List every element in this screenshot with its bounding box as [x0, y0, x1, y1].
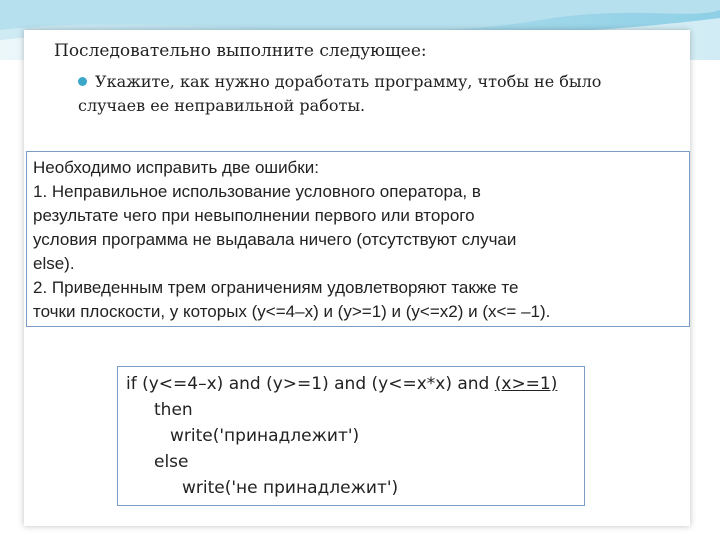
code-line-1	[126, 371, 576, 397]
answer-box	[26, 151, 690, 327]
code-underlined-condition: (x>=1)	[494, 374, 558, 394]
answer-line: результате чего при невыполнении первого или второго	[33, 206, 475, 225]
code-line-then: then	[154, 400, 193, 420]
code-condition: if (y<=4–x) and (y>=1) and (y<=x*x) and	[126, 374, 495, 394]
code-box	[117, 366, 585, 506]
slide-heading: Последовательно выполните следующее:	[54, 41, 427, 61]
bullet-text-line-2: случаев ее неправильной работы.	[78, 96, 366, 115]
answer-line: else).	[33, 254, 75, 273]
answer-line: условия программа не выдавала ничего (отсутствуют случаи	[33, 230, 517, 249]
bullet-text-line-1: Укажите, как нужно доработать программу, чтобы не было	[95, 72, 602, 91]
answer-line: Необходимо исправить две ошибки:	[33, 158, 319, 177]
code-line-else: else	[154, 452, 189, 472]
code-line-write-2: write('не принадлежит')	[182, 478, 399, 498]
code-line-write-1: write('принадлежит')	[170, 426, 360, 446]
bullet-dot-icon	[78, 77, 87, 86]
bullet-item	[78, 70, 658, 118]
answer-line: точки плоскости, у которых (y<=4–x) и (y>=1) и (y<=x2) и (x<= –1).	[33, 302, 551, 321]
answer-line: 1. Неправильное использование условного оператора, в	[33, 182, 481, 201]
answer-line: 2. Приведенным трем ограничениям удовлетворяют также те	[33, 278, 519, 297]
